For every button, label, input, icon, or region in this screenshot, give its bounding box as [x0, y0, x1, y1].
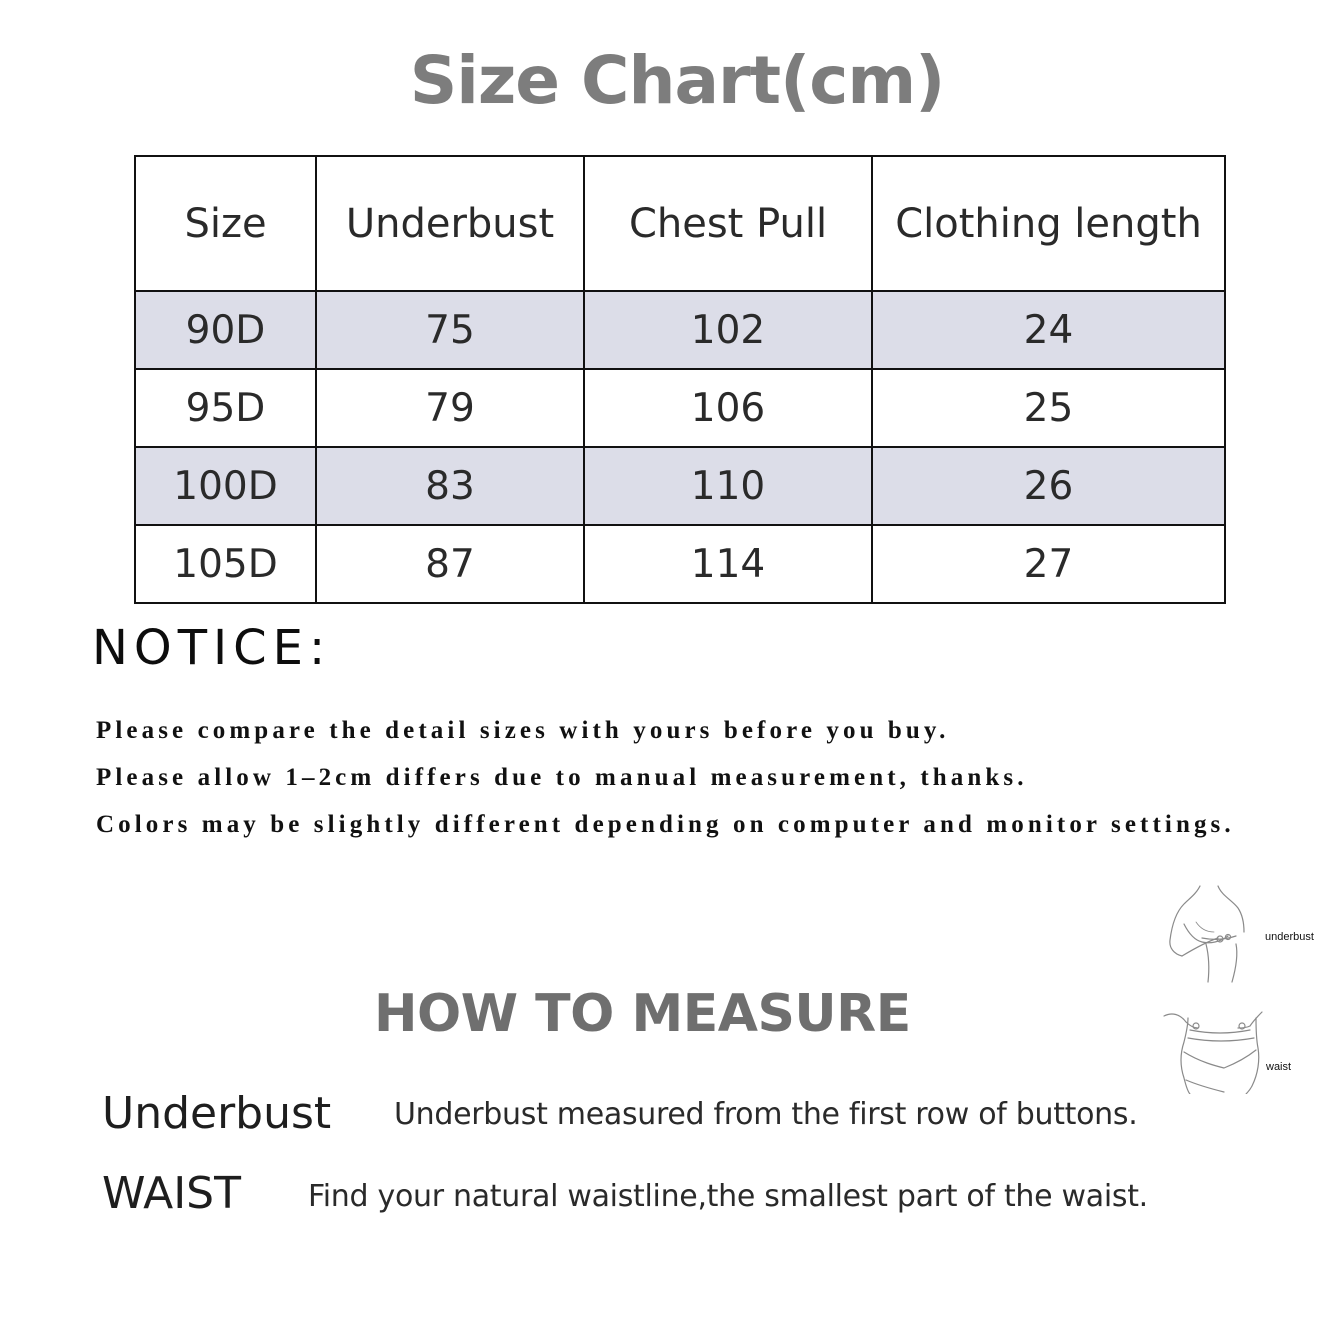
notice-line: Please compare the detail sizes with yours before you buy.	[96, 717, 950, 744]
cell-clothing-length: 27	[872, 525, 1225, 603]
cell-clothing-length: 25	[872, 369, 1225, 447]
notice-line: Colors may be slightly different depending on computer and monitor settings.	[96, 811, 1235, 838]
cell-chest-pull: 102	[584, 291, 872, 369]
notice-heading: NOTICE:	[92, 620, 332, 676]
waist-description: Find your natural waistline,the smallest part of the waist.	[308, 1179, 1148, 1214]
cell-chest-pull: 110	[584, 447, 872, 525]
cell-chest-pull: 114	[584, 525, 872, 603]
waist-figure-label: waist	[1266, 1061, 1292, 1073]
waist-figure-icon	[1160, 1008, 1266, 1094]
table-header-row	[135, 156, 1225, 291]
cell-underbust: 75	[316, 291, 584, 369]
table-row	[135, 525, 1225, 603]
header-clothing-length: Clothing length	[872, 156, 1225, 291]
cell-size: 95D	[135, 369, 316, 447]
how-to-measure-title: HOW TO MEASURE	[374, 984, 911, 1044]
notice-line: Please allow 1–2cm differs due to manual measurement, thanks.	[96, 764, 1028, 791]
cell-underbust: 79	[316, 369, 584, 447]
cell-size: 100D	[135, 447, 316, 525]
cell-clothing-length: 24	[872, 291, 1225, 369]
cell-underbust: 87	[316, 525, 584, 603]
header-size: Size	[135, 156, 316, 291]
size-table	[134, 155, 1226, 604]
waist-term: WAIST	[102, 1168, 241, 1219]
cell-chest-pull: 106	[584, 369, 872, 447]
header-chest-pull: Chest Pull	[584, 156, 872, 291]
underbust-figure-label: underbust	[1265, 931, 1314, 943]
table-row	[135, 291, 1225, 369]
underbust-description: Underbust measured from the first row of buttons.	[394, 1097, 1138, 1132]
cell-underbust: 83	[316, 447, 584, 525]
underbust-figure-icon	[1166, 884, 1262, 984]
cell-size: 90D	[135, 291, 316, 369]
table-row	[135, 447, 1225, 525]
underbust-term: Underbust	[102, 1088, 332, 1139]
cell-size: 105D	[135, 525, 316, 603]
size-chart-title: Size Chart(cm)	[409, 42, 945, 119]
table-row	[135, 369, 1225, 447]
cell-clothing-length: 26	[872, 447, 1225, 525]
header-underbust: Underbust	[316, 156, 584, 291]
